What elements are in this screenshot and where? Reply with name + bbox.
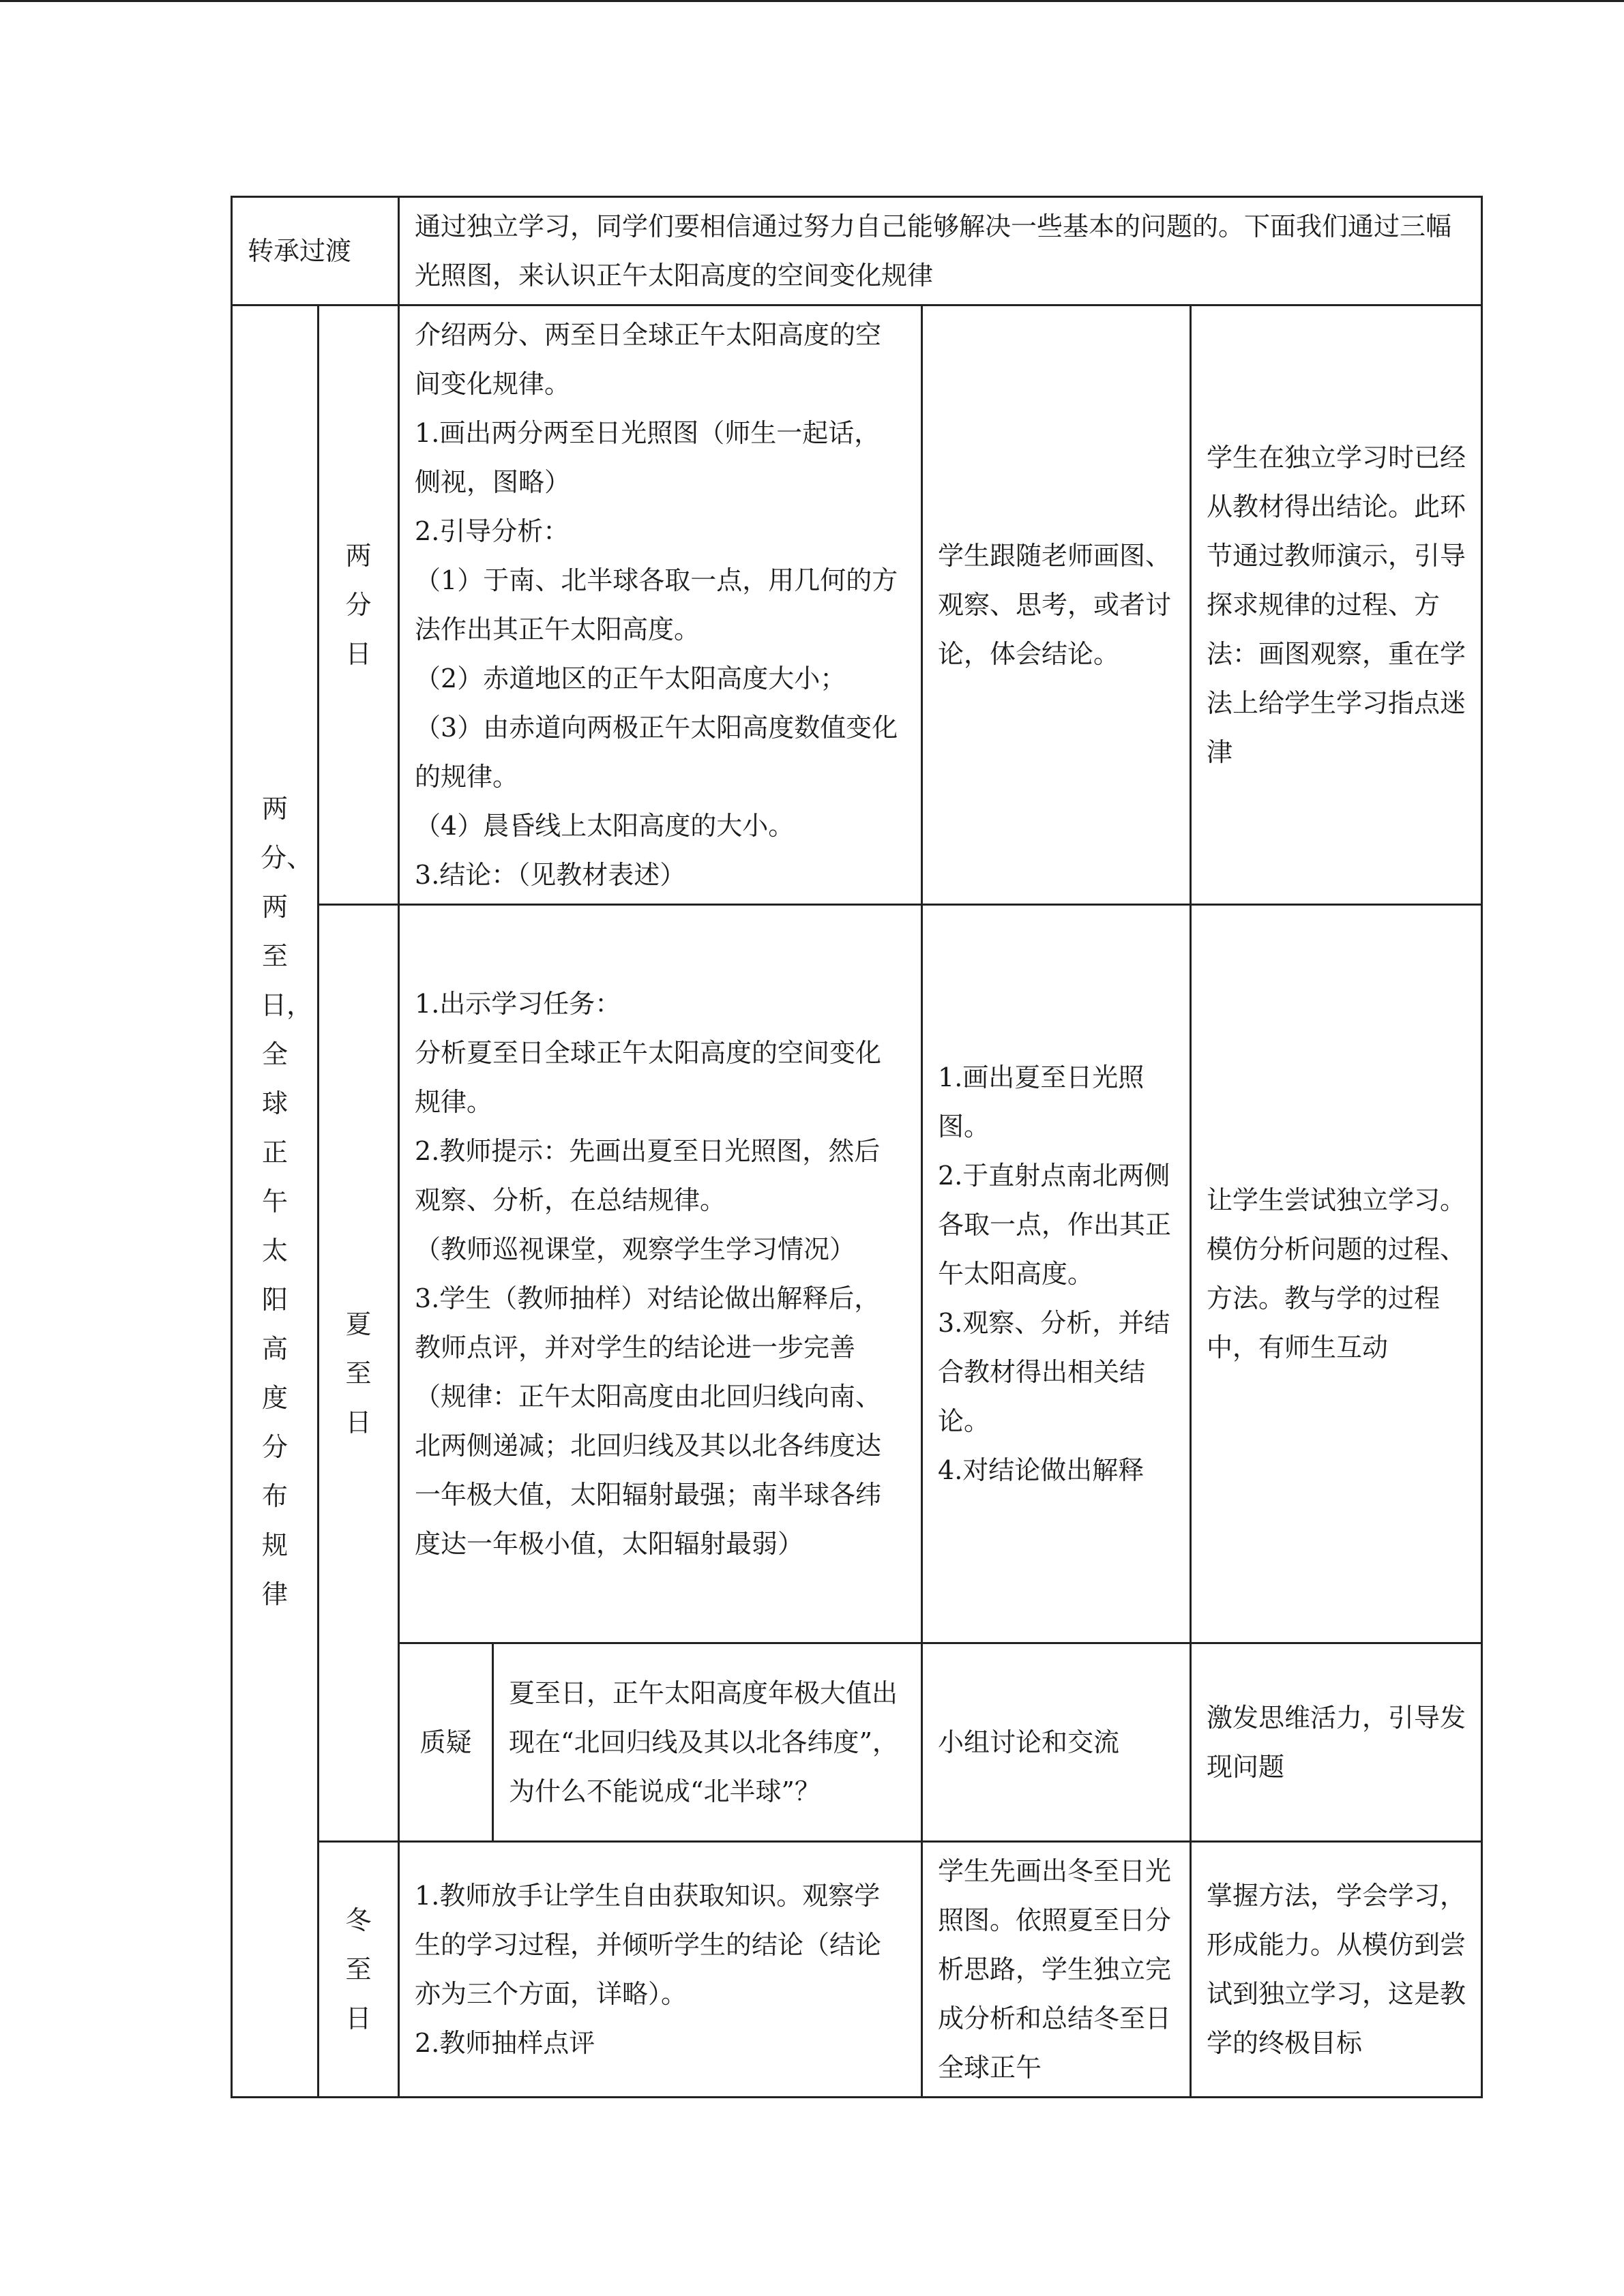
winter-row	[232, 1842, 1482, 2098]
equinox-intent-cell: 学生在独立学习时已经从教材得出结论。此环节通过教师演示，引导探求规律的过程、方法：画图观察，重在学法上给学生学习指点迷津	[1191, 305, 1482, 905]
summer-teacher-line: 3.学生（教师抽样）对结论做出解释后，教师点评，并对学生的结论进一步完善	[415, 1283, 881, 1362]
equinox-label-cell	[319, 305, 399, 905]
summer-teacher-line: 分析夏至日全球正午太阳高度的空间变化规律。	[415, 1038, 882, 1117]
equinox-teacher-line: 1.画出两分两至日光照图（师生一起话，侧视，图略）	[415, 418, 881, 497]
question-label: 质疑	[399, 1643, 493, 1842]
summer-student-cell	[922, 905, 1191, 1643]
question-intent-cell: 激发思维活力，引导发现问题	[1191, 1643, 1482, 1842]
winter-teacher-line: 1.教师放手让学生自由获取知识。观察学生的学习过程，并倾听学生的结论（结论亦为三个方面，详略）。	[415, 1881, 882, 2009]
summer-student-line: 1.画出夏至日光照图。	[938, 1062, 1145, 1142]
transition-row	[232, 197, 1482, 305]
equinox-teacher-cell	[399, 305, 922, 905]
lesson-plan-table	[231, 196, 1483, 2098]
equinox-teacher-line: 介绍两分、两至日全球正午太阳高度的空间变化规律。	[415, 320, 882, 399]
section-label: 两分、两至日，全球正午太阳高度分布规律	[261, 793, 313, 1609]
winter-label: 冬至日	[345, 1905, 372, 2033]
transition-label: 转承过渡	[232, 197, 399, 305]
transition-text: 通过独立学习，同学们要相信通过努力自己能够解决一些基本的问题的。下面我们通过三幅光照图，来认识正午太阳高度的空间变化规律	[399, 197, 1482, 305]
winter-label-cell	[319, 1842, 399, 2098]
equinox-teacher-line: （2）赤道地区的正午太阳高度大小；	[415, 664, 846, 694]
summer-teacher-cell	[399, 905, 922, 1643]
equinox-teacher-line: （1）于南、北半球各取一点，用几何的方法作出其正午太阳高度。	[415, 565, 898, 644]
summer-label-cell	[319, 905, 399, 1842]
winter-student-cell: 学生先画出冬至日光照图。依照夏至日分析思路，学生独立完成分析和总结冬至日全球正午	[922, 1842, 1191, 2098]
winter-teacher-line: 2.教师抽样点评	[415, 2028, 595, 2058]
section-label-cell	[232, 305, 319, 2098]
equinox-teacher-line: （3）由赤道向两极正午太阳高度数值变化的规律。	[415, 713, 898, 792]
page-top-rule	[0, 0, 1624, 2]
summer-intent-cell: 让学生尝试独立学习。模仿分析问题的过程、方法。教与学的过程中，有师生互动	[1191, 905, 1482, 1643]
equinox-row	[232, 305, 1482, 905]
summer-row	[232, 905, 1482, 1643]
summer-student-line: 4.对结论做出解释	[938, 1455, 1145, 1485]
question-text: 夏至日，正午太阳高度年极大值出现在“北回归线及其以北各纬度”，为什么不能说成“北半球”？	[493, 1643, 922, 1842]
equinox-teacher-line: 2.引导分析：	[415, 516, 570, 546]
winter-intent-cell: 掌握方法，学会学习，形成能力。从模仿到尝试到独立学习，这是教学的终极目标	[1191, 1842, 1482, 2098]
summer-teacher-line: 2.教师提示：先画出夏至日光照图，然后观察、分析，在总结规律。	[415, 1136, 881, 1215]
summer-label: 夏至日	[345, 1309, 372, 1437]
equinox-teacher-line: 3.结论：（见教材表述）	[415, 860, 686, 890]
winter-teacher-cell	[399, 1842, 922, 2098]
question-student-cell: 小组讨论和交流	[922, 1643, 1191, 1842]
summer-teacher-line: 1.出示学习任务：	[415, 989, 621, 1019]
summer-student-line: 3.观察、分析，并结合教材得出相关结论。	[938, 1308, 1170, 1436]
equinox-label: 两分日	[345, 541, 372, 669]
summer-student-line: 2.于直射点南北两侧各取一点，作出其正午太阳高度。	[938, 1161, 1172, 1289]
summer-teacher-line: （教师巡视课堂，观察学生学习情况）	[415, 1234, 856, 1264]
question-row	[232, 1643, 1482, 1842]
equinox-teacher-line: （4）晨昏线上太阳高度的大小。	[415, 811, 795, 841]
summer-teacher-line: （规律：正午太阳高度由北回归线向南、北两侧递减；北回归线及其以北各纬度达一年极大值，太阳辐射最强；南半球各纬度达一年极小值，太阳辐射最弱）	[415, 1382, 882, 1559]
equinox-student-cell: 学生跟随老师画图、观察、思考，或者讨论，体会结论。	[922, 305, 1191, 905]
